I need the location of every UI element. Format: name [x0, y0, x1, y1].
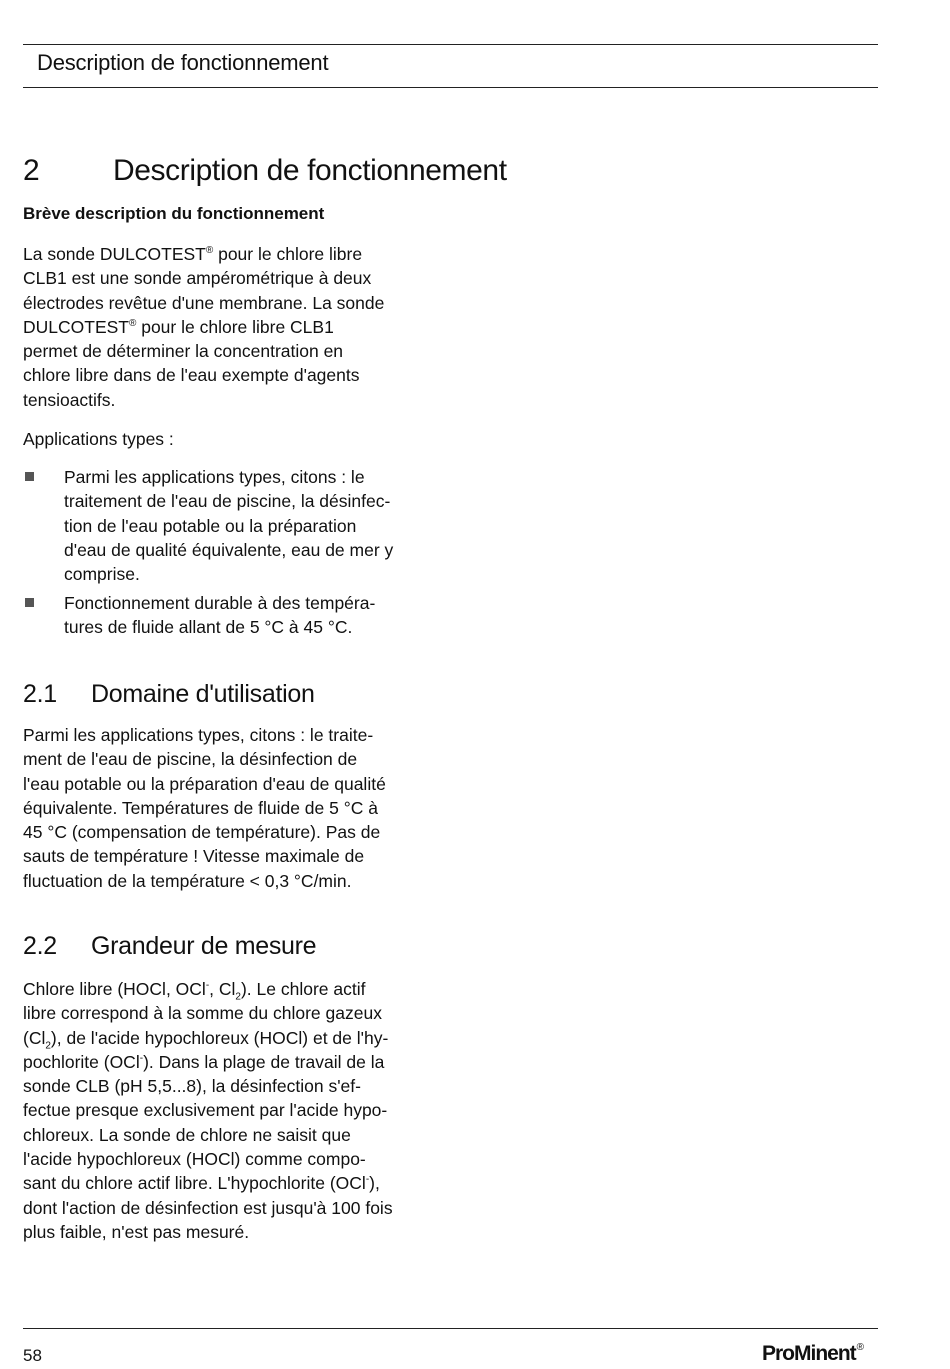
intro-text: pour le chlore libre CLB1 [136, 316, 334, 337]
square-bullet-icon [25, 598, 34, 607]
paragraph-line: 45 °C (compensation de température). Pas de [23, 822, 381, 843]
paragraph-line: libre correspond à la somme du chlore gazeux [23, 1003, 382, 1024]
text-run: sant du chlore actif libre. L'hypochlorite (OCl [23, 1173, 366, 1194]
section-2-2-title: Grandeur de mesure [91, 932, 317, 960]
bullet-line: d'eau de qualité équivalente, eau de mer y [64, 539, 394, 560]
paragraph-line: sonde CLB (pH 5,5...8), la désinfection s'ef- [23, 1076, 361, 1097]
paragraph-line: Parmi les applications types, citons : le traite- [23, 725, 374, 745]
section-2-2-heading [23, 932, 316, 961]
intro-text: pour le chlore libre [213, 244, 363, 264]
paragraph-line [23, 1171, 443, 1195]
section-2-1-title: Domaine d'utilisation [91, 680, 315, 708]
text-run: ). Dans la plage de travail de la [143, 1051, 385, 1072]
section-2-1-heading [23, 680, 315, 709]
intro-line [23, 315, 433, 339]
intro-line: permet de déterminer la concentration en [23, 341, 344, 362]
paragraph-line [23, 1026, 443, 1050]
header-rule-top [23, 44, 878, 45]
paragraph-line: ment de l'eau de piscine, la désinfection de [23, 749, 358, 770]
prominent-logo [762, 1342, 863, 1366]
section-2-2-paragraph [23, 977, 443, 1244]
bullet-line: tion de l'eau potable ou la préparation [64, 515, 357, 536]
paragraph-line [23, 1050, 443, 1074]
superscript: - [205, 980, 210, 992]
section-2-1-paragraph [23, 723, 433, 893]
intro-text: DULCOTEST [23, 316, 129, 337]
registered-mark: ® [205, 245, 214, 257]
intro-paragraph [23, 242, 433, 412]
paragraph-line [23, 977, 443, 1001]
logo-text: ProMinent [762, 1342, 856, 1365]
intro-text: La sonde DULCOTEST [23, 244, 206, 264]
paragraph-line: dont l'action de désinfection est jusqu'à 100 fois [23, 1197, 393, 1218]
text-run: ), [369, 1173, 380, 1194]
text-run: , Cl [209, 979, 236, 999]
subscript: 2 [235, 991, 241, 1003]
intro-line: tensioactifs. [23, 389, 116, 410]
paragraph-line: chloreux. La sonde de chlore ne saisit que [23, 1124, 351, 1145]
paragraph-line: plus faible, n'est pas mesuré. [23, 1221, 250, 1242]
paragraph-line: fectue presque exclusivement par l'acide hypo- [23, 1100, 388, 1121]
paragraph-line: l'eau potable ou la préparation d'eau de qualité [23, 773, 386, 794]
paragraph-line: équivalente. Températures de fluide de 5 °C à [23, 797, 378, 818]
paragraph-line: l'acide hypochloreux (HOCl) comme compo- [23, 1149, 366, 1170]
intro-line: électrodes revêtue d'une membrane. La sonde [23, 292, 385, 313]
footer-rule [23, 1328, 878, 1329]
bullet-line: Fonctionnement durable à des tempéra- [64, 593, 376, 613]
bullet-line: tures de fluide allant de 5 °C à 45 °C. [64, 617, 353, 638]
intro-line [23, 242, 433, 266]
short-description-subheading: Brève description du fonctionnement [23, 204, 325, 223]
logo-registered-mark: ® [856, 1342, 864, 1353]
intro-line: CLB1 est une sonde ampérométrique à deux [23, 268, 372, 289]
text-run: ), de l'acide hypochloreux (HOCl) et de l'hy- [50, 1027, 389, 1048]
section-2-2-number: 2.2 [23, 932, 57, 960]
running-header-title: Description de fonctionnement [37, 50, 329, 75]
page-number: 58 [23, 1346, 42, 1365]
text-run: (Cl [23, 1027, 46, 1048]
header-rule-bottom [23, 87, 878, 88]
bullet-text [64, 465, 393, 586]
superscript: - [139, 1053, 144, 1065]
applications-label [23, 427, 433, 451]
section-2-number: 2 [23, 154, 40, 187]
bullet-line: traitement de l'eau de piscine, la désinfec- [64, 491, 391, 512]
text-run: ). Le chlore actif [240, 979, 366, 999]
bullet-line: comprise. [64, 564, 140, 585]
section-2-heading [23, 154, 507, 188]
applications-label-text: Applications types : [23, 429, 174, 449]
paragraph-line: sauts de température ! Vitesse maximale de [23, 846, 365, 867]
intro-line: chlore libre dans de l'eau exempte d'agents [23, 365, 360, 386]
bullet-text [64, 591, 375, 640]
paragraph-line: fluctuation de la température < 0,3 °C/min. [23, 870, 352, 891]
text-run: Chlore libre (HOCl, OCl [23, 979, 206, 999]
bullet-line: Parmi les applications types, citons : le [64, 467, 365, 487]
subscript: 2 [45, 1040, 51, 1052]
registered-mark: ® [128, 318, 137, 330]
text-run: pochlorite (OCl [23, 1051, 140, 1072]
square-bullet-icon [25, 472, 34, 481]
superscript: - [365, 1174, 370, 1186]
section-2-1-number: 2.1 [23, 680, 57, 708]
section-2-title: Description de fonctionnement [113, 154, 507, 187]
